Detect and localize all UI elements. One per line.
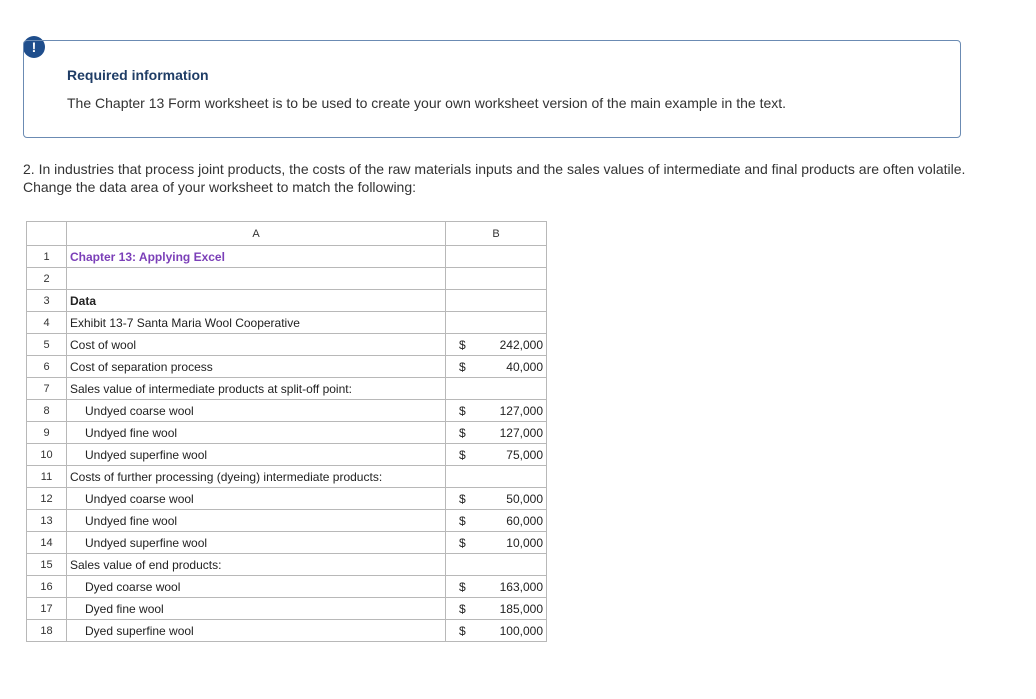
cell-b[interactable]	[446, 356, 547, 378]
table-row	[27, 246, 547, 268]
row-number: 3	[27, 290, 67, 312]
table-row	[27, 422, 547, 444]
row-number: 17	[27, 598, 67, 620]
currency-symbol: $	[459, 492, 466, 506]
table-row	[27, 598, 547, 620]
currency-symbol: $	[459, 580, 466, 594]
cell-a-text: Undyed fine wool	[85, 513, 178, 528]
cell-a[interactable]	[67, 444, 446, 466]
row-number: 18	[27, 620, 67, 642]
cell-b[interactable]	[446, 598, 547, 620]
cell-a[interactable]	[67, 246, 446, 268]
row-number: 5	[27, 334, 67, 356]
question-text: 2. In industries that process joint products, the costs of the raw materials inputs and the sales values of intermediate and final products are often volatile. Change the data area of your worksheet to match the following:	[23, 161, 966, 195]
row-number: 6	[27, 356, 67, 378]
cell-a-text: Dyed fine wool	[85, 601, 164, 616]
cell-b[interactable]	[446, 268, 547, 290]
amount-value: 60,000	[506, 514, 543, 528]
cell-a-text: Undyed superfine wool	[85, 535, 208, 550]
cell-a[interactable]	[67, 620, 446, 642]
currency-symbol: $	[459, 448, 466, 462]
amount-value: 127,000	[499, 426, 543, 440]
amount-value: 50,000	[506, 492, 543, 506]
table-row	[27, 356, 547, 378]
currency-symbol: $	[459, 536, 466, 550]
table-row	[27, 400, 547, 422]
column-header-row	[27, 222, 547, 246]
column-header-b: B	[446, 222, 547, 246]
cell-a-text: Cost of wool	[70, 337, 137, 352]
cell-b[interactable]	[446, 466, 547, 488]
row-number: 7	[27, 378, 67, 400]
cell-a-text: Sales value of end products:	[70, 557, 222, 572]
cell-b[interactable]	[446, 444, 547, 466]
cell-b[interactable]	[446, 400, 547, 422]
cell-b[interactable]	[446, 488, 547, 510]
cell-a[interactable]	[67, 334, 446, 356]
table-row	[27, 466, 547, 488]
cell-a[interactable]	[67, 268, 446, 290]
table-row	[27, 488, 547, 510]
row-number: 12	[27, 488, 67, 510]
cell-a[interactable]	[67, 422, 446, 444]
row-number: 8	[27, 400, 67, 422]
table-row	[27, 268, 547, 290]
cell-b[interactable]	[446, 532, 547, 554]
cell-b[interactable]	[446, 378, 547, 400]
cell-b[interactable]	[446, 290, 547, 312]
row-number: 9	[27, 422, 67, 444]
table-row	[27, 334, 547, 356]
row-number: 16	[27, 576, 67, 598]
cell-a[interactable]	[67, 576, 446, 598]
table-row	[27, 290, 547, 312]
cell-a-text: Undyed superfine wool	[85, 447, 208, 462]
row-number: 10	[27, 444, 67, 466]
currency-symbol: $	[459, 602, 466, 616]
cell-a-text: Undyed coarse wool	[85, 403, 194, 418]
cell-a[interactable]	[67, 488, 446, 510]
currency-symbol: $	[459, 514, 466, 528]
cell-a-text: Data	[70, 293, 97, 308]
currency-symbol: $	[459, 624, 466, 638]
cell-a[interactable]	[67, 312, 446, 334]
currency-symbol: $	[459, 426, 466, 440]
cell-a[interactable]	[67, 400, 446, 422]
cell-a-text: Undyed coarse wool	[85, 491, 194, 506]
cell-a[interactable]	[67, 290, 446, 312]
amount-value: 127,000	[499, 404, 543, 418]
cell-a-text: Sales value of intermediate products at split-off point:	[70, 381, 352, 396]
table-row	[27, 510, 547, 532]
cell-b[interactable]	[446, 554, 547, 576]
cell-a[interactable]	[67, 510, 446, 532]
cell-a-text: Chapter 13: Applying Excel	[70, 249, 225, 264]
cell-a-text: Dyed coarse wool	[85, 579, 181, 594]
amount-value: 75,000	[506, 448, 543, 462]
row-number: 15	[27, 554, 67, 576]
currency-symbol: $	[459, 360, 466, 374]
cell-a[interactable]	[67, 378, 446, 400]
amount-value: 185,000	[499, 602, 543, 616]
cell-a-text: Cost of separation process	[70, 359, 213, 374]
row-number: 11	[27, 466, 67, 488]
corner-cell	[27, 222, 67, 246]
table-row	[27, 620, 547, 642]
amount-value: 163,000	[499, 580, 543, 594]
amount-value: 10,000	[506, 536, 543, 550]
cell-a-text: Exhibit 13-7 Santa Maria Wool Cooperative	[70, 315, 300, 330]
cell-a-text: Costs of further processing (dyeing) intermediate products:	[70, 469, 383, 484]
table-row	[27, 554, 547, 576]
cell-a[interactable]	[67, 466, 446, 488]
cell-b[interactable]	[446, 334, 547, 356]
row-number: 2	[27, 268, 67, 290]
amount-value: 40,000	[506, 360, 543, 374]
amount-value: 100,000	[499, 624, 543, 638]
cell-a-text: Dyed superfine wool	[85, 623, 194, 638]
table-row	[27, 312, 547, 334]
amount-value: 242,000	[499, 338, 543, 352]
cell-b[interactable]	[446, 246, 547, 268]
required-information-box	[23, 40, 961, 138]
cell-a[interactable]	[67, 554, 446, 576]
cell-a[interactable]	[67, 356, 446, 378]
column-header-a: A	[67, 222, 446, 246]
cell-b[interactable]	[446, 620, 547, 642]
table-row	[27, 532, 547, 554]
table-row	[27, 576, 547, 598]
info-text: The Chapter 13 Form worksheet is to be used to create your own worksheet version of the main example in the text.	[67, 95, 787, 111]
cell-b[interactable]	[446, 422, 547, 444]
row-number: 4	[27, 312, 67, 334]
cell-b[interactable]	[446, 576, 547, 598]
info-title: Required information	[67, 67, 209, 83]
cell-a-text: Undyed fine wool	[85, 425, 178, 440]
currency-symbol: $	[459, 404, 466, 418]
cell-a[interactable]	[67, 598, 446, 620]
currency-symbol: $	[459, 338, 466, 352]
worksheet-table	[26, 221, 547, 642]
table-row	[27, 378, 547, 400]
exclamation-icon: !	[23, 36, 45, 58]
cell-a[interactable]	[67, 532, 446, 554]
row-number: 14	[27, 532, 67, 554]
row-number: 13	[27, 510, 67, 532]
row-number: 1	[27, 246, 67, 268]
table-row	[27, 444, 547, 466]
cell-b[interactable]	[446, 312, 547, 334]
cell-b[interactable]	[446, 510, 547, 532]
